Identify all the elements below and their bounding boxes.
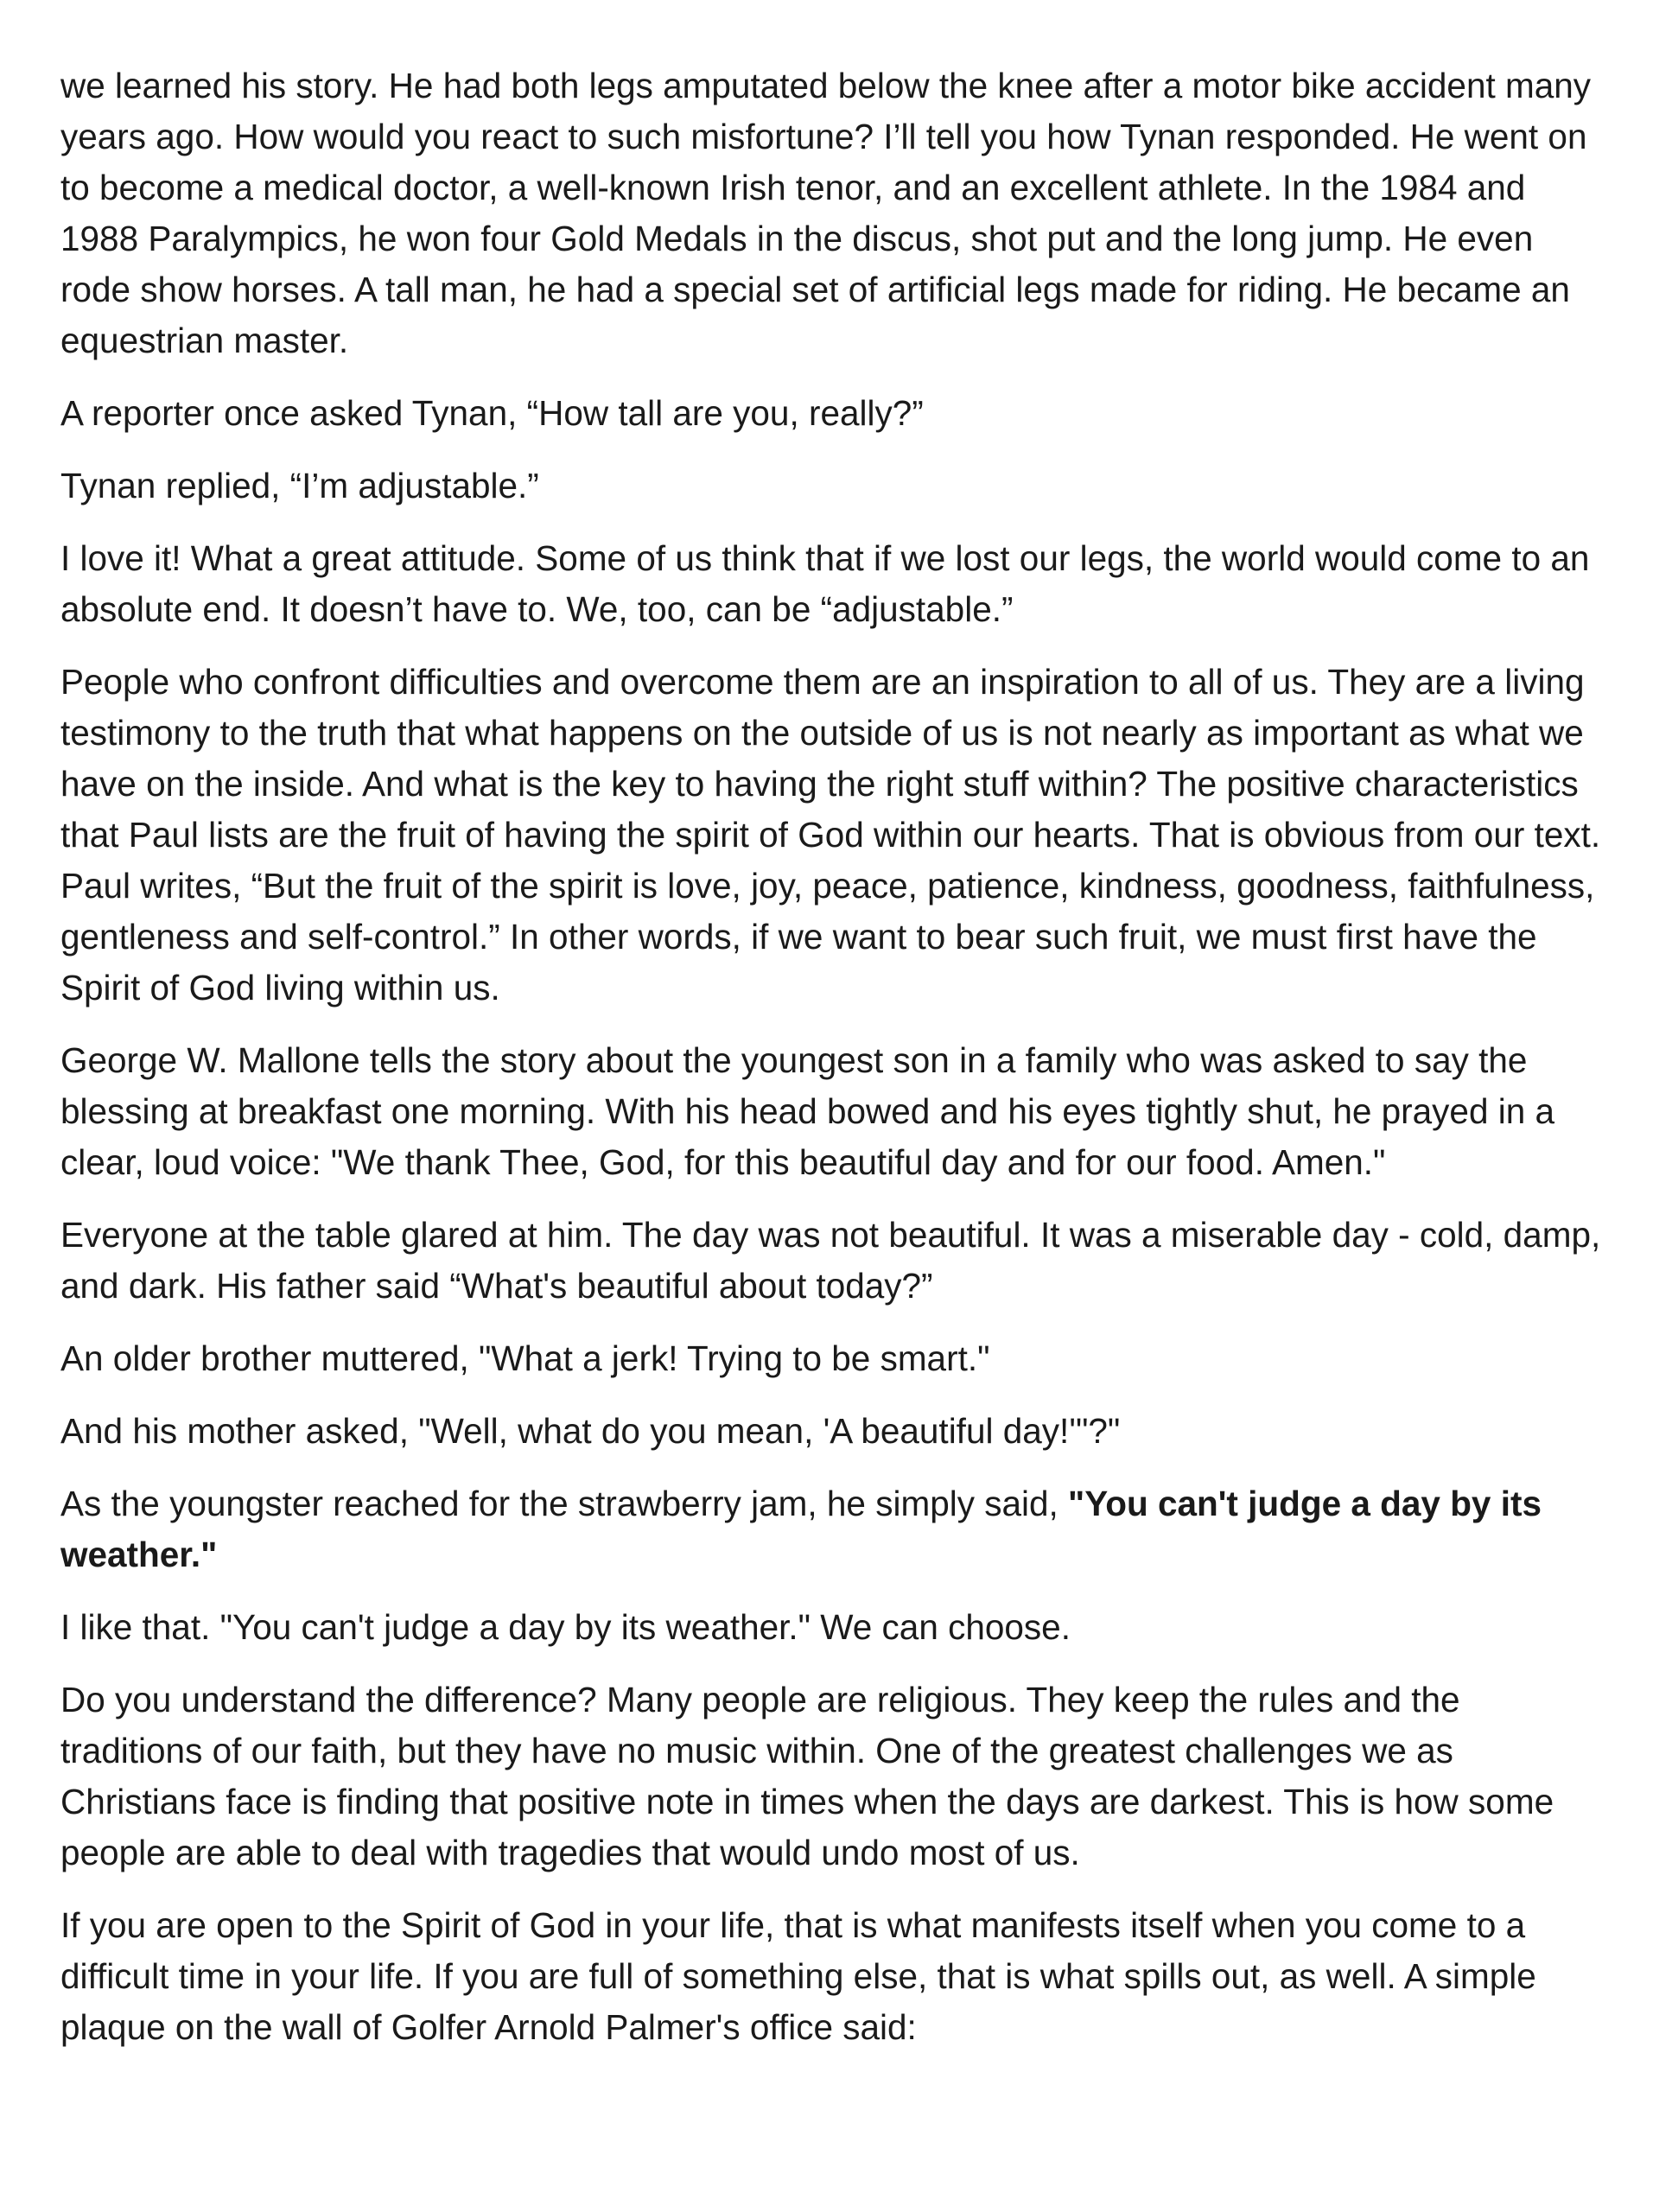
paragraph-mother-asked: And his mother asked, "Well, what do you mean, 'A beautiful day!'"?" (60, 1411, 1121, 1451)
paragraph-open-to-spirit: If you are open to the Spirit of God in your life, that is what manifests itself when you come to a difficult time in your life. If you are full of something else, that is what spills out, as well. A simple plaque on the wall of Golfer Arnold Palmer's office said: (60, 1905, 1536, 2047)
paragraph-great-attitude: I love it! What a great attitude. Some of us think that if we lost our legs, the world would come to an absolute end. It doesn’t have to. We, too, can be “adjustable.” (60, 538, 1590, 629)
paragraph-mallone-story: George W. Mallone tells the story about the youngest son in a family who was asked to say the blessing at breakfast one morning. With his head bowed and his eyes tightly shut, he prayed in a clear, loud voice: "We thank Thee, God, for this beautiful day and for our food. Amen." (60, 1040, 1555, 1182)
paragraph-fruit-of-spirit: People who confront difficulties and overcome them are an inspiration to all of us. They are a living testimony to the truth that what happens on the outside of us is not nearly as important as what we have on the inside. And what is the key to having the right stuff within? The positive characteristics that Paul lists are the fruit of having the spirit of God within our hearts. That is obvious from our text. Paul writes, “But the fruit of the spirit is love, joy, peace, patience, kindness, goodness, faithfulness, gentleness and self-control.” In other words, if we want to bear such fruit, we must first have the Spirit of God living within us. (60, 662, 1601, 1007)
youngster-reply-quote: "You can't judge a day by its weather." (60, 1484, 1542, 1574)
document-page (60, 60, 1607, 2075)
paragraph-tynan-reply: Tynan replied, “I’m adjustable.” (60, 466, 539, 505)
paragraph-table-glared: Everyone at the table glared at him. The day was not beautiful. It was a miserable day - cold, damp, and dark. His father said “What's beautiful about today?” (60, 1215, 1601, 1306)
paragraph-older-brother: An older brother muttered, "What a jerk! Trying to be smart." (60, 1338, 990, 1378)
paragraph-youngster-reply (60, 1478, 1607, 1580)
paragraph-understand-difference: Do you understand the difference? Many people are religious. They keep the rules and the traditions of our faith, but they have no music within. One of the greatest challenges we as Christians face is finding that positive note in times when the days are darkest. This is how some people are able to deal with tragedies that would undo most of us. (60, 1680, 1554, 1872)
youngster-reply-lead: As the youngster reached for the strawberry jam, he simply said, (60, 1484, 1069, 1523)
paragraph-we-can-choose: I like that. "You can't judge a day by its weather." We can choose. (60, 1607, 1071, 1647)
paragraph-tynan-story: we learned his story. He had both legs amputated below the knee after a motor bike accident many years ago. How would you react to such misfortune? I’ll tell you how Tynan responded. He went on to become a medical doctor, a well-known Irish tenor, and an excellent athlete. In the 1984 and 1988 Paralympics, he won four Gold Medals in the discus, shot put and the long jump. He even rode show horses. A tall man, he had a special set of artificial legs made for riding. He became an equestrian master. (60, 66, 1592, 360)
paragraph-reporter-question: A reporter once asked Tynan, “How tall are you, really?” (60, 393, 924, 433)
